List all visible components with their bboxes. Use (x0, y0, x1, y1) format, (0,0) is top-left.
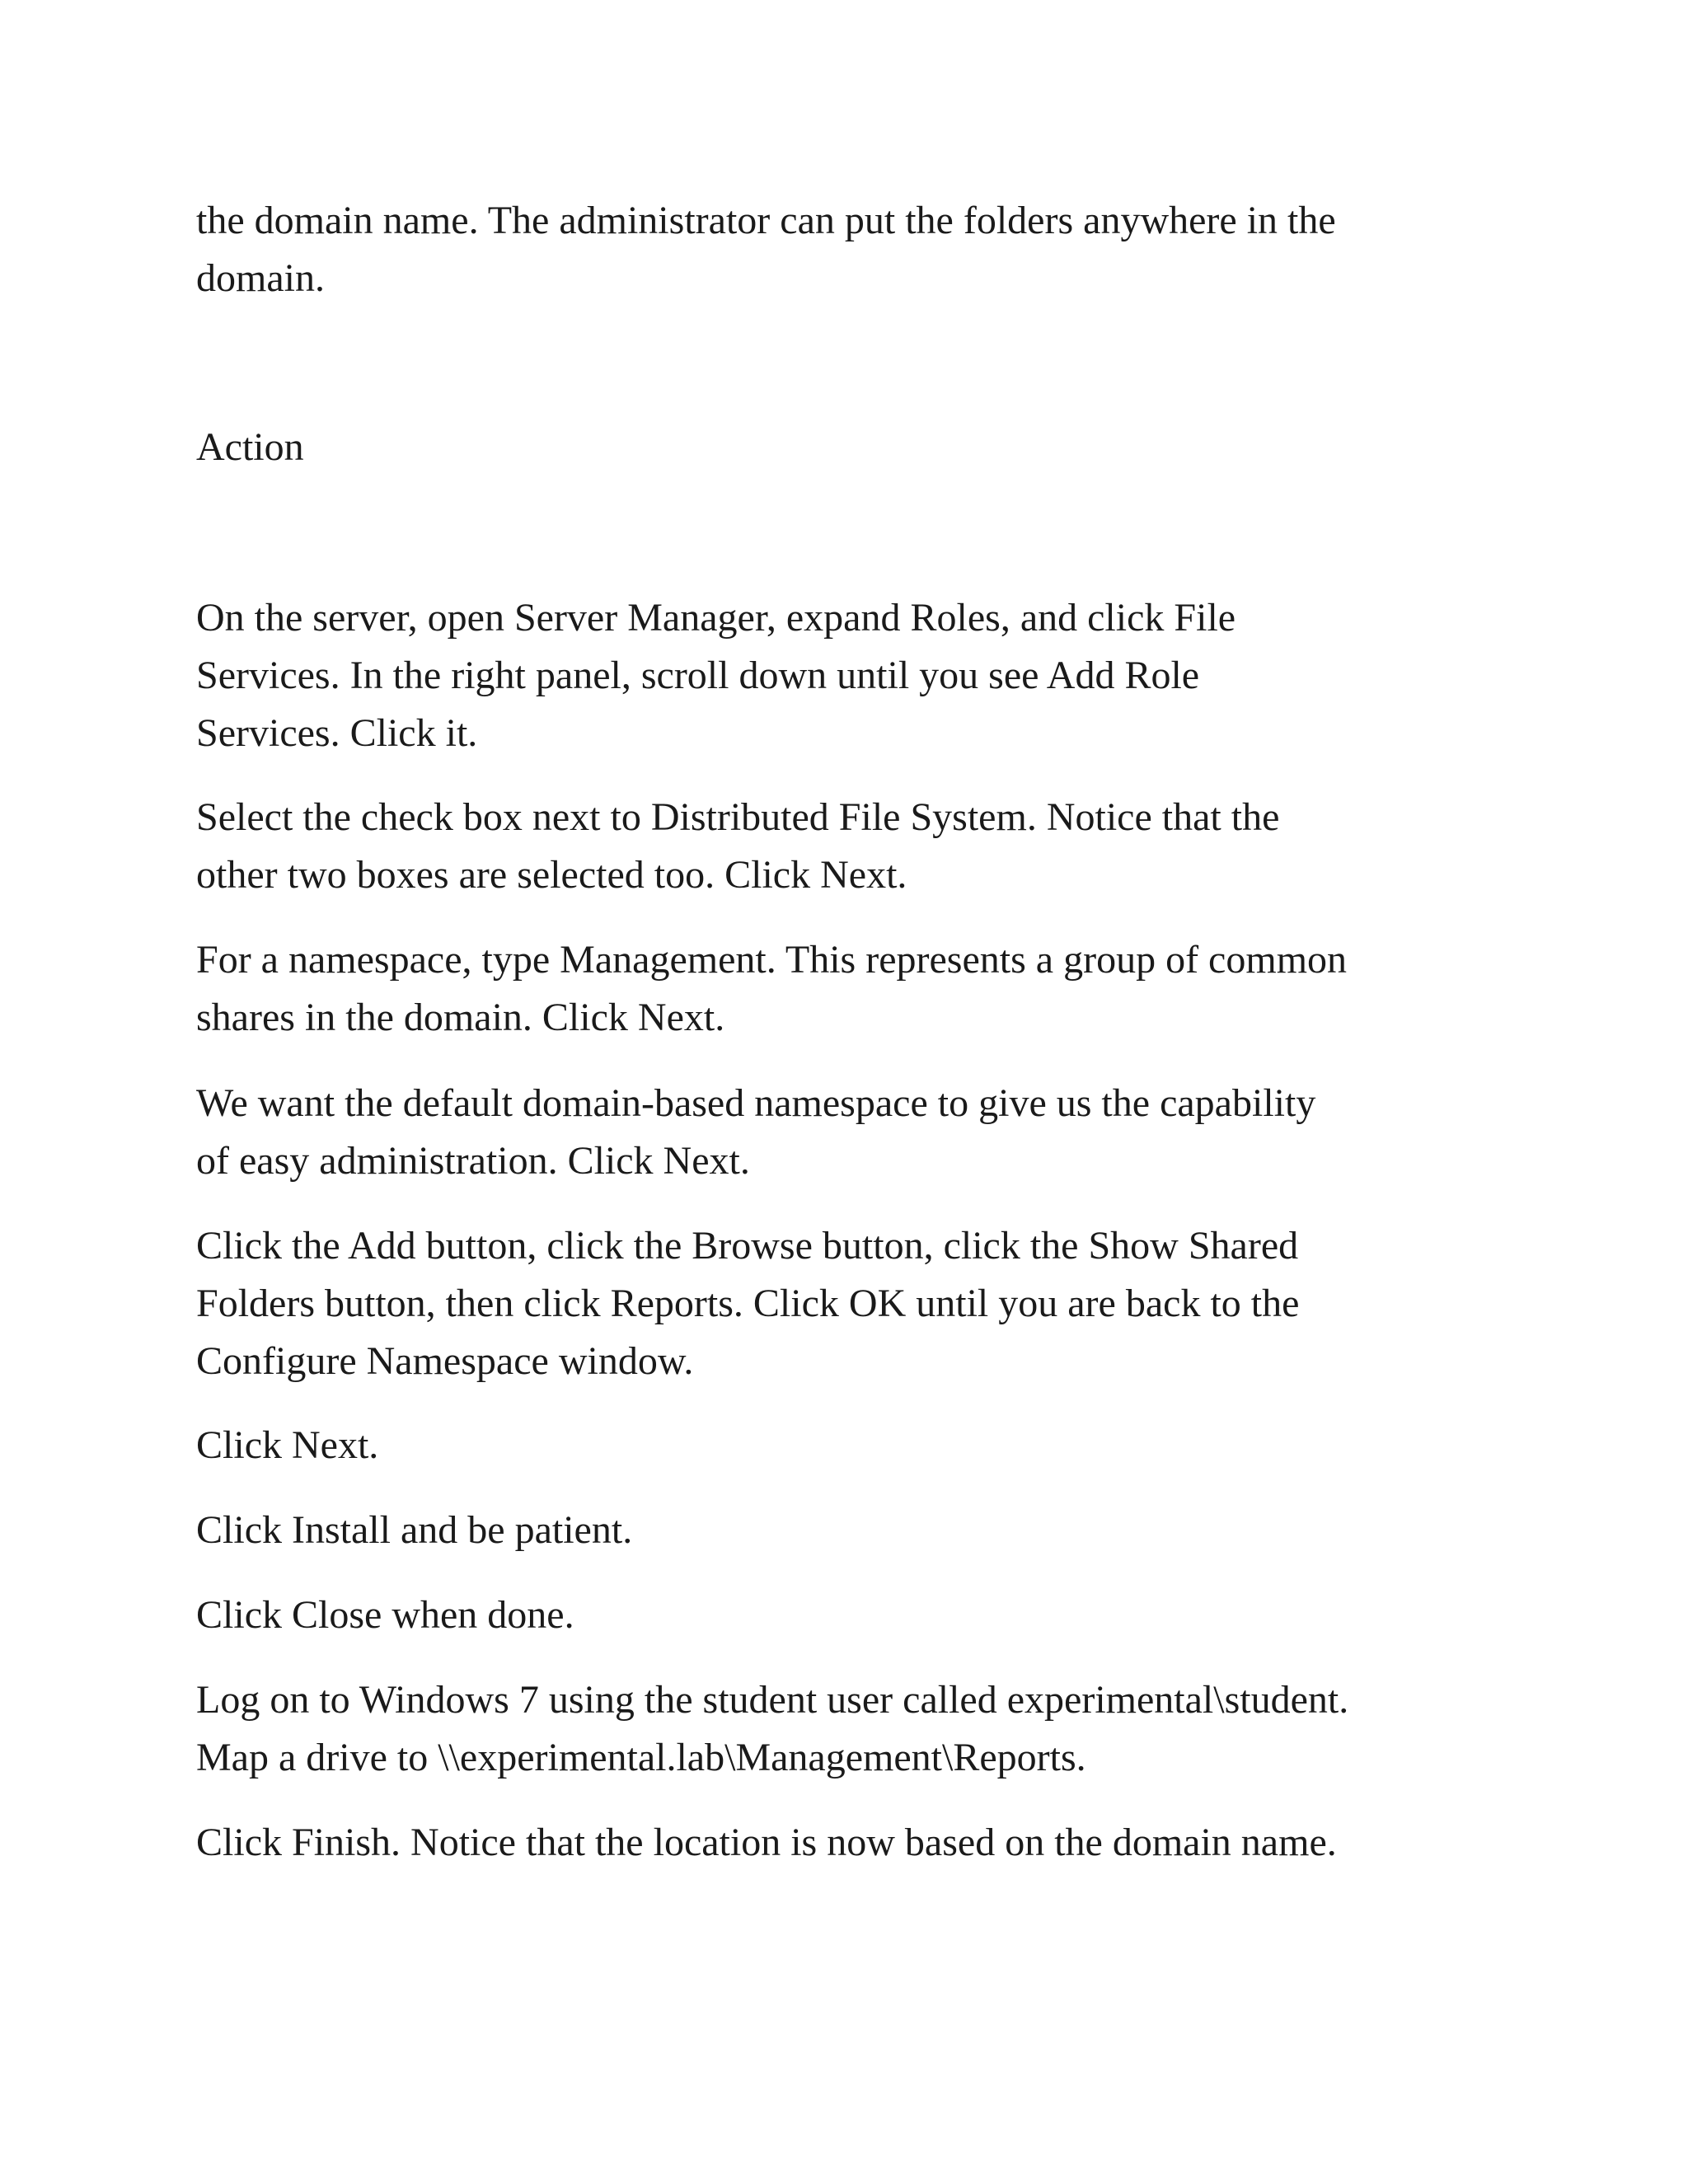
step-line: Configure Namespace window. (196, 1339, 694, 1383)
step-line: Services. In the right panel, scroll down until you see Add Role (196, 654, 1200, 697)
step-line: Click Next. (196, 1423, 379, 1467)
step-paragraph-8 (196, 1586, 1515, 1644)
step-paragraph-1 (196, 589, 1515, 762)
intro-line: domain. (196, 256, 325, 300)
step-paragraph-3 (196, 931, 1515, 1047)
step-line: For a namespace, type Management. This represents a group of common (196, 938, 1348, 982)
step-line: Folders button, then click Reports. Click OK until you are back to the (196, 1282, 1300, 1325)
step-paragraph-4 (196, 1075, 1515, 1190)
step-line: shares in the domain. Click Next. (196, 996, 725, 1039)
step-line: of easy administration. Click Next. (196, 1139, 750, 1183)
step-line: Select the check box next to Distributed File System. Notice that the (196, 795, 1280, 839)
intro-line: the domain name. The administrator can put the folders anywhere in the (196, 199, 1336, 242)
step-line: Click Install and be patient. (196, 1508, 633, 1552)
section-heading: Action (196, 425, 304, 469)
step-paragraph-6 (196, 1417, 1515, 1474)
intro-paragraph (196, 192, 1515, 307)
step-line: On the server, open Server Manager, expand Roles, and click File (196, 596, 1236, 640)
step-paragraph-10 (196, 1814, 1515, 1872)
step-paragraph-7 (196, 1502, 1515, 1559)
step-line: We want the default domain-based namespace to give us the capability (196, 1081, 1316, 1125)
step-line: Map a drive to \\experimental.lab\Management\Reports. (196, 1736, 1086, 1779)
step-paragraph-5 (196, 1217, 1515, 1390)
step-line: Click the Add button, click the Browse button, click the Show Shared (196, 1224, 1299, 1268)
step-line: Click Finish. Notice that the location is now based on the domain name. (196, 1821, 1337, 1864)
step-paragraph-2 (196, 789, 1515, 904)
step-paragraph-9 (196, 1671, 1515, 1787)
step-line: other two boxes are selected too. Click Next. (196, 853, 907, 897)
step-line: Click Close when done. (196, 1593, 574, 1637)
step-line: Log on to Windows 7 using the student user called experimental\student. (196, 1678, 1349, 1722)
step-line: Services. Click it. (196, 711, 478, 755)
